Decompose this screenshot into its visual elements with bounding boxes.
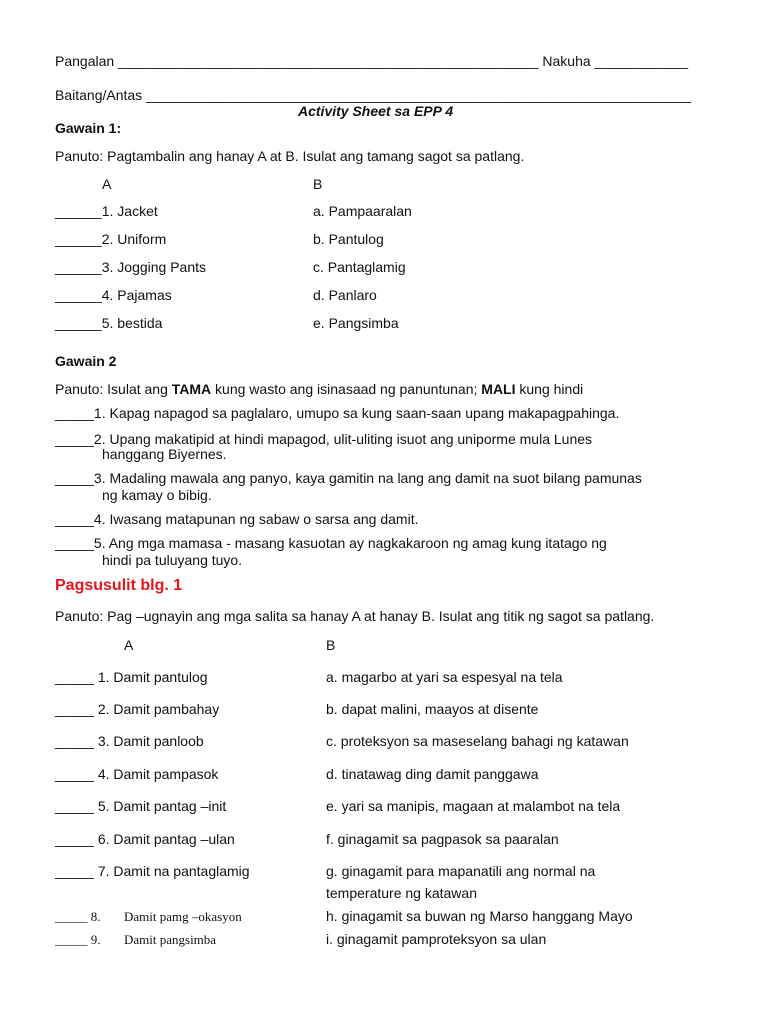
pagsusulit-item-right: d. tinatawag ding damit panggawa	[326, 766, 539, 782]
pagsusulit-item-left: _____ 3. Damit panloob	[55, 733, 204, 749]
pagsusulit-item-left: _____ 6. Damit pantag –ulan	[55, 831, 235, 847]
pagsusulit-column-b: B	[326, 637, 336, 653]
pagsusulit-column-a: A	[124, 637, 134, 653]
gawain1-item-right: d. Panlaro	[313, 287, 377, 303]
pagsusulit-item-right: g. ginagamit para mapanatili ang normal na	[326, 863, 596, 879]
gawain1-item-left: ______5. bestida	[55, 315, 163, 331]
pagsusulit-item-right: c. proteksyon sa maseselang bahagi ng katawan	[326, 733, 629, 749]
gawain1-item-right: e. Pangsimba	[313, 315, 399, 331]
pagsusulit-item-right: f. ginagamit sa pagpasok sa paaralan	[326, 831, 559, 847]
gawain1-item-left: ______2. Uniform	[55, 231, 167, 247]
gawain2-instruction	[55, 381, 583, 397]
gawain1-item-left: ______3. Jogging Pants	[55, 259, 207, 275]
pagsusulit-item-right: i. ginagamit pamproteksyon sa ulan	[326, 931, 547, 947]
gawain1-item-right: a. Pampaaralan	[313, 203, 412, 219]
gawain1-item-right: c. Pantaglamig	[313, 259, 406, 275]
pagsusulit-item-left: _____ 7. Damit na pantaglamig	[55, 863, 250, 879]
gawain1-instruction: Panuto: Pagtambalin ang hanay A at B. Isulat ang tamang sagot sa patlang.	[55, 148, 525, 164]
pagsusulit-item-right: a. magarbo at yari sa espesyal na tela	[326, 669, 563, 685]
pagsusulit-item-left: _____ 1. Damit pantulog	[55, 669, 208, 685]
pagsusulit-item-left: _____ 2. Damit pambahay	[55, 701, 220, 717]
instruction-tama: TAMA	[171, 381, 212, 397]
instruction-mali: MALI	[481, 381, 516, 397]
pagsusulit-item-blank: _____ 9.	[55, 932, 101, 947]
gawain2-heading: Gawain 2	[55, 353, 117, 369]
gawain1-item-left: ______1. Jacket	[55, 203, 158, 219]
instruction-text: kung hindi	[515, 381, 584, 397]
page-title: Activity Sheet sa EPP 4	[298, 103, 454, 119]
pagsusulit-item-left: _____ 5. Damit pantag –init	[55, 798, 227, 814]
name-line: Pangalan ______________________________________________________ Nakuha ____________	[55, 53, 688, 69]
gawain1-item-left: ______4. Pajamas	[55, 287, 172, 303]
gawain1-item-right: b. Pantulog	[313, 231, 384, 247]
instruction-text: kung wasto ang isinasaad ng panuntunan;	[211, 381, 482, 397]
gawain2-item: _____5. Ang mga mamasa - masang kasuotan ay nagkakaroon ng amag kung itatago ng	[55, 535, 607, 551]
gawain2-item-continued: hindi pa tuluyang tuyo.	[102, 552, 243, 568]
gawain1-column-a: A	[102, 176, 112, 192]
instruction-text: Panuto: Isulat ang	[55, 381, 172, 397]
pagsusulit-item-left: Damit pamg –okasyon	[124, 909, 242, 924]
pagsusulit-heading: Pagsusulit blg. 1	[55, 577, 183, 594]
gawain2-item: _____3. Madaling mawala ang panyo, kaya gamitin na lang ang damit na suot bilang pamunas	[55, 470, 642, 486]
pagsusulit-item-right: b. dapat malini, maayos at disente	[326, 701, 539, 717]
gawain2-item: _____4. Iwasang matapunan ng sabaw o sarsa ang damit.	[55, 511, 419, 527]
pagsusulit-item-blank: _____ 8.	[55, 909, 101, 924]
grade-line: Baitang/Antas ______________________________________________________________________	[55, 87, 692, 103]
pagsusulit-item-left: Damit pangsimba	[124, 932, 217, 947]
gawain1-column-b: B	[313, 176, 323, 192]
pagsusulit-instruction: Panuto: Pag –ugnayin ang mga salita sa hanay A at hanay B. Isulat ang titik ng sagot sa patlang.	[55, 608, 655, 624]
gawain2-item: _____1. Kapag napagod sa paglalaro, umupo sa kung saan-saan upang makapagpahinga.	[55, 405, 620, 421]
gawain1-heading: Gawain 1:	[55, 120, 122, 136]
pagsusulit-item-right: h. ginagamit sa buwan ng Marso hanggang Mayo	[326, 908, 633, 924]
pagsusulit-item-left: _____ 4. Damit pampasok	[55, 766, 219, 782]
gawain2-item: _____2. Upang makatipid at hindi mapagod, ulit-uliting isuot ang uniporme mula Lunes	[55, 431, 593, 447]
pagsusulit-item-right: e. yari sa manipis, magaan at malambot na tela	[326, 798, 621, 814]
pagsusulit-item-right-continued: temperature ng katawan	[326, 885, 477, 901]
gawain2-item-continued: hanggang Biyernes.	[102, 446, 227, 462]
gawain2-item-continued: ng kamay o bibig.	[102, 487, 212, 503]
